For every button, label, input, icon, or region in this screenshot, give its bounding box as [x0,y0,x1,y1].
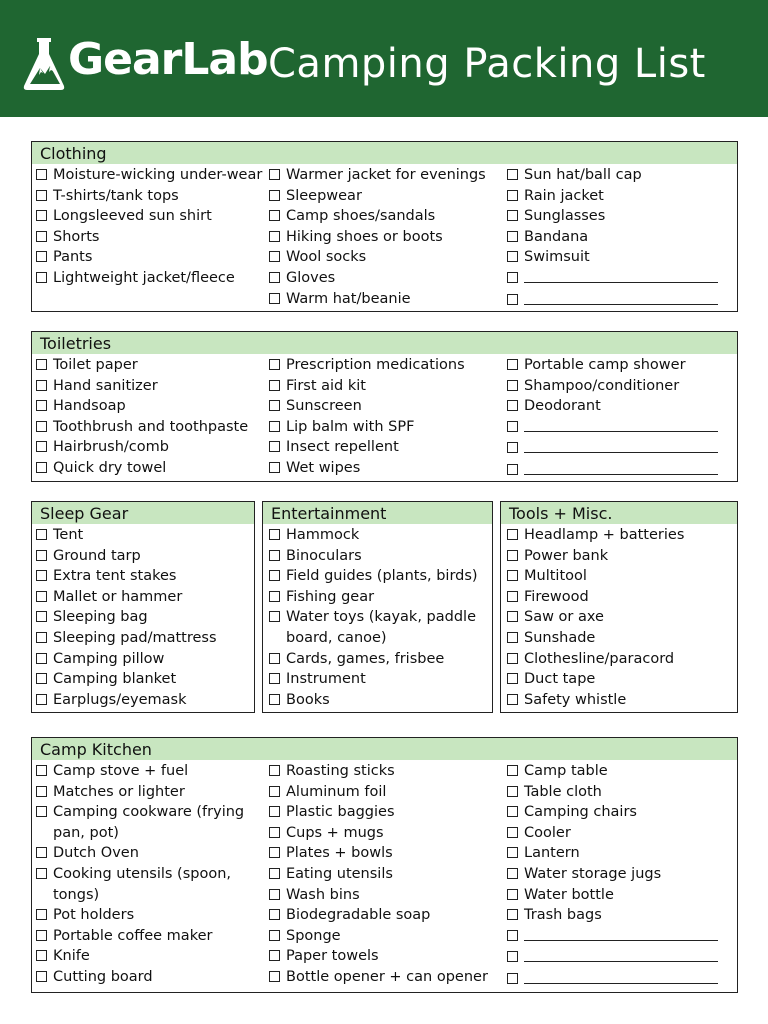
checkbox[interactable] [36,632,47,643]
checkbox[interactable] [507,765,518,776]
checkbox[interactable] [507,868,518,879]
checklist-item[interactable]: Ground tarp [36,546,252,567]
checkbox[interactable] [507,694,518,705]
checklist-item[interactable]: Portable camp shower [507,355,735,376]
checklist-item[interactable]: Biodegradable soap [269,905,504,926]
section-toiletries [31,331,738,482]
checkbox[interactable] [507,359,518,370]
checkbox[interactable] [269,909,280,920]
checkbox[interactable] [507,951,518,962]
checklist-item[interactable]: Hammock [269,525,491,546]
checklist-item[interactable]: Wash bins [269,885,504,906]
checkbox[interactable] [507,570,518,581]
checklist-item[interactable]: Gloves [269,268,504,289]
checkbox[interactable] [36,359,47,370]
checkbox[interactable] [507,611,518,622]
checkbox[interactable] [269,550,280,561]
checkbox[interactable] [269,694,280,705]
checklist-item[interactable]: Sponge [269,926,504,947]
section-title: Sleep Gear [32,502,254,524]
column-3 [507,165,735,311]
checkbox[interactable] [269,231,280,242]
checkbox[interactable] [36,231,47,242]
checkbox[interactable] [507,272,518,283]
checkbox[interactable] [36,462,47,473]
section-title: Toiletries [32,332,737,354]
checklist-item[interactable]: Multitool [507,566,735,587]
checkbox[interactable] [269,765,280,776]
blank-line[interactable] [524,417,718,432]
checklist-item[interactable]: Quick dry towel [36,458,264,479]
checkbox[interactable] [36,868,47,879]
checklist-item[interactable]: Water toys (kayak, paddle board, canoe) [269,607,491,648]
checklist-item[interactable]: Camp stove + fuel [36,761,264,782]
checklist-item[interactable]: Cooking utensils (spoon, tongs) [36,864,264,905]
checkbox[interactable] [269,611,280,622]
checklist-item[interactable]: Lip balm with SPF [269,417,504,438]
section-title: Clothing [32,142,737,164]
checkbox[interactable] [36,550,47,561]
checklist-item[interactable]: Field guides (plants, birds) [269,566,491,587]
checklist-item[interactable]: Cups + mugs [269,823,504,844]
section-entertainment [262,501,493,713]
checkbox[interactable] [269,441,280,452]
column-1 [36,355,264,479]
checklist-item[interactable]: Swimsuit [507,247,735,268]
blank-item[interactable] [507,290,735,312]
checkbox[interactable] [269,889,280,900]
checkbox[interactable] [269,847,280,858]
checklist-item[interactable]: Handsoap [36,396,264,417]
checklist-item[interactable]: Extra tent stakes [36,566,252,587]
checklist-item[interactable]: Lantern [507,843,735,864]
checkbox[interactable] [269,570,280,581]
checkbox[interactable] [507,231,518,242]
checklist-item[interactable]: Power bank [507,546,735,567]
checkbox[interactable] [507,909,518,920]
section-title: Camp Kitchen [32,738,737,760]
checkbox[interactable] [269,950,280,961]
checkbox[interactable] [269,806,280,817]
checklist-item[interactable]: Warm hat/beanie [269,289,504,310]
blank-item[interactable] [507,947,735,969]
checklist-item[interactable]: Water storage jugs [507,864,735,885]
column-3 [507,355,735,482]
checklist-item[interactable]: Prescription medications [269,355,504,376]
blank-item[interactable] [507,926,735,948]
checkbox[interactable] [269,210,280,221]
checkbox[interactable] [507,786,518,797]
checklist-item[interactable]: Toothbrush and toothpaste [36,417,264,438]
blank-line[interactable] [524,969,718,984]
checkbox[interactable] [36,806,47,817]
checklist-item[interactable]: Plates + bowls [269,843,504,864]
checklist-item[interactable]: Clothesline/paracord [507,649,735,670]
checkbox[interactable] [269,673,280,684]
flask-mountain-icon [22,36,66,92]
checkbox[interactable] [507,591,518,602]
checkbox[interactable] [507,190,518,201]
blank-item[interactable] [507,417,735,439]
checklist-item[interactable]: Fishing gear [269,587,491,608]
section-camp-kitchen [31,737,738,993]
checklist-item[interactable]: Headlamp + batteries [507,525,735,546]
checkbox[interactable] [36,971,47,982]
checkbox[interactable] [269,462,280,473]
checklist-item[interactable]: Table cloth [507,782,735,803]
checkbox[interactable] [269,359,280,370]
checklist-item[interactable]: Lightweight jacket/fleece [36,268,264,289]
checklist-item[interactable]: Cards, games, frisbee [269,649,491,670]
checklist-item[interactable]: Sleeping bag [36,607,252,628]
checkbox[interactable] [36,272,47,283]
checkbox[interactable] [36,380,47,391]
checklist-item[interactable]: Sleeping pad/mattress [36,628,252,649]
checklist-item[interactable]: Earplugs/eyemask [36,690,252,711]
column-2 [269,761,504,988]
checklist-item[interactable]: Deodorant [507,396,735,417]
blank-item[interactable] [507,460,735,482]
checklist-item[interactable]: Toilet paper [36,355,264,376]
checklist-item[interactable]: Moisture-wicking under-wear [36,165,264,186]
checkbox[interactable] [507,973,518,984]
checklist-item[interactable]: Trash bags [507,905,735,926]
checkbox[interactable] [269,529,280,540]
column-1 [269,525,491,710]
checklist-item[interactable]: Plastic baggies [269,802,504,823]
checklist-item[interactable]: Longsleeved sun shirt [36,206,264,227]
checklist-item[interactable]: Sunscreen [269,396,504,417]
checkbox[interactable] [507,294,518,305]
checkbox[interactable] [269,827,280,838]
checkbox[interactable] [507,442,518,453]
checkbox[interactable] [507,930,518,941]
checkbox[interactable] [36,169,47,180]
checkbox[interactable] [36,673,47,684]
checkbox[interactable] [269,190,280,201]
checkbox[interactable] [36,909,47,920]
page-title: Camping Packing List [268,41,706,87]
checkbox[interactable] [269,930,280,941]
blank-line[interactable] [524,947,718,962]
checklist-item[interactable]: Paper towels [269,946,504,967]
checklist-item[interactable]: Knife [36,946,264,967]
column-2 [269,165,504,309]
checklist-item[interactable]: Roasting sticks [269,761,504,782]
checkbox[interactable] [269,653,280,664]
checklist-item[interactable]: Books [269,690,491,711]
checklist-item[interactable]: Aluminum foil [269,782,504,803]
section-sleep-gear [31,501,255,713]
checklist-item[interactable]: Firewood [507,587,735,608]
checklist-item[interactable]: Sunglasses [507,206,735,227]
checkbox[interactable] [36,694,47,705]
checkbox[interactable] [507,400,518,411]
checkbox[interactable] [507,847,518,858]
checkbox[interactable] [507,210,518,221]
header-bar [0,0,768,117]
checklist-item[interactable]: Shampoo/conditioner [507,376,735,397]
checklist-item[interactable]: Hiking shoes or boots [269,227,504,248]
checkbox[interactable] [507,653,518,664]
column-2 [269,355,504,479]
checklist-item[interactable]: Camping cookware (frying pan, pot) [36,802,264,843]
section-clothing [31,141,738,312]
checklist-item[interactable]: First aid kit [269,376,504,397]
checkbox[interactable] [507,529,518,540]
checkbox[interactable] [507,889,518,900]
checklist-item[interactable]: Cooler [507,823,735,844]
checkbox[interactable] [36,653,47,664]
blank-item[interactable] [507,969,735,991]
checkbox[interactable] [507,550,518,561]
checkbox[interactable] [36,930,47,941]
checkbox[interactable] [507,169,518,180]
checklist-item[interactable]: Camping chairs [507,802,735,823]
checklist-item[interactable]: Insect repellent [269,437,504,458]
checklist-item[interactable]: Sleepwear [269,186,504,207]
blank-item[interactable] [507,268,735,290]
checklist-item[interactable]: Sunshade [507,628,735,649]
checkbox[interactable] [36,400,47,411]
checkbox[interactable] [269,868,280,879]
blank-line[interactable] [524,460,718,475]
column-1 [36,525,252,710]
checklist-item[interactable]: Tent [36,525,252,546]
checkbox[interactable] [269,786,280,797]
checklist-item[interactable]: Camp table [507,761,735,782]
checklist-item[interactable]: Dutch Oven [36,843,264,864]
section-tools-misc [500,501,738,713]
checklist-item[interactable]: Pants [36,247,264,268]
checklist-item[interactable]: Bottle opener + can opener [269,967,504,988]
column-1 [507,525,735,710]
checklist-item[interactable]: Duct tape [507,669,735,690]
checkbox[interactable] [507,827,518,838]
blank-line[interactable] [524,268,718,283]
checkbox[interactable] [36,441,47,452]
checkbox[interactable] [269,400,280,411]
checklist-item[interactable]: Shorts [36,227,264,248]
checklist-item[interactable]: Bandana [507,227,735,248]
blank-line[interactable] [524,926,718,941]
checklist-item[interactable]: Camp shoes/sandals [269,206,504,227]
checkbox[interactable] [36,765,47,776]
checkbox[interactable] [507,380,518,391]
checklist-item[interactable]: Rain jacket [507,186,735,207]
checkbox[interactable] [36,190,47,201]
brand-name: GearLab [68,34,268,85]
checklist-item[interactable]: Wool socks [269,247,504,268]
checkbox[interactable] [507,673,518,684]
checklist-item[interactable]: Hairbrush/comb [36,437,264,458]
checklist-item[interactable]: Camping blanket [36,669,252,690]
checkbox[interactable] [507,464,518,475]
checkbox[interactable] [269,272,280,283]
column-1 [36,165,264,289]
checklist-item[interactable]: Cutting board [36,967,264,988]
checkbox[interactable] [269,380,280,391]
checkbox[interactable] [507,421,518,432]
checkbox[interactable] [269,421,280,432]
blank-line[interactable] [524,438,718,453]
checkbox[interactable] [269,169,280,180]
checkbox[interactable] [36,529,47,540]
checkbox[interactable] [269,971,280,982]
checklist-item[interactable]: Wet wipes [269,458,504,479]
checklist-item[interactable]: Warmer jacket for evenings [269,165,504,186]
checklist-item[interactable]: Matches or lighter [36,782,264,803]
checkbox[interactable] [507,806,518,817]
checkbox[interactable] [269,293,280,304]
column-3 [507,761,735,991]
checklist-item[interactable]: Binoculars [269,546,491,567]
checkbox[interactable] [36,210,47,221]
checklist-item[interactable]: Water bottle [507,885,735,906]
checkbox[interactable] [36,251,47,262]
section-title: Tools + Misc. [501,502,737,524]
blank-item[interactable] [507,438,735,460]
column-1 [36,761,264,988]
checklist-item[interactable]: Instrument [269,669,491,690]
checkbox[interactable] [269,251,280,262]
checkbox[interactable] [36,591,47,602]
checklist-item[interactable]: T-shirts/tank tops [36,186,264,207]
checklist-item[interactable]: Hand sanitizer [36,376,264,397]
checklist-item[interactable]: Mallet or hammer [36,587,252,608]
checkbox[interactable] [36,847,47,858]
checkbox[interactable] [36,786,47,797]
blank-line[interactable] [524,290,718,305]
checklist-item[interactable]: Eating utensils [269,864,504,885]
section-title: Entertainment [263,502,492,524]
checklist-item[interactable]: Pot holders [36,905,264,926]
checkbox[interactable] [507,251,518,262]
checkbox[interactable] [36,950,47,961]
checklist-item[interactable]: Safety whistle [507,690,735,711]
checkbox[interactable] [269,591,280,602]
checkbox[interactable] [36,421,47,432]
checkbox[interactable] [36,570,47,581]
checklist-item[interactable]: Saw or axe [507,607,735,628]
checklist-item[interactable]: Camping pillow [36,649,252,670]
checklist-item[interactable]: Portable coffee maker [36,926,264,947]
checkbox[interactable] [36,611,47,622]
checkbox[interactable] [507,632,518,643]
checklist-item[interactable]: Sun hat/ball cap [507,165,735,186]
